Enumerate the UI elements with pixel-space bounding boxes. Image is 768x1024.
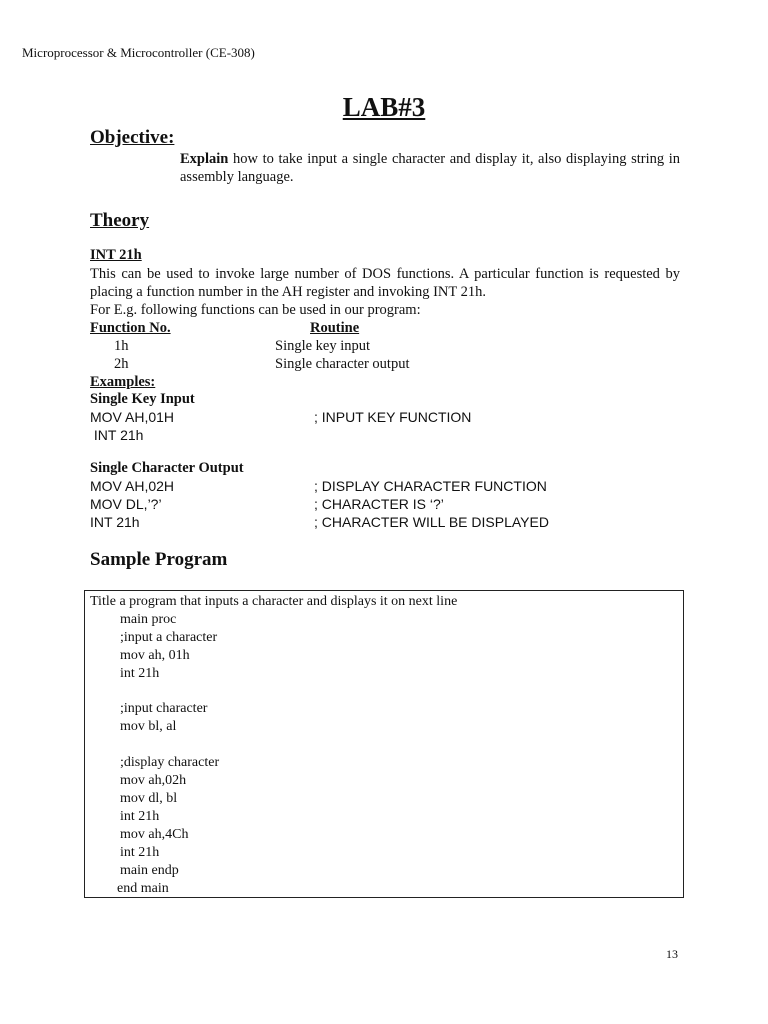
sample-program-heading: Sample Program (90, 549, 228, 570)
objective-body: how to take input a single character and display it, also displaying string in assembly language. (180, 151, 680, 185)
sco-code-1: MOV AH,02H (90, 478, 175, 494)
code-line: mov ah,4Ch (120, 827, 189, 842)
sco-comment-2: ; CHARACTER IS ‘?’ (314, 496, 444, 512)
code-title-line: Title a program that inputs a character and displays it on next line (90, 594, 458, 609)
code-line: mov dl, bl (120, 791, 178, 806)
code-line: ;input a character (120, 630, 218, 645)
code-line: main proc (120, 612, 177, 627)
function-1-routine: Single key input (275, 338, 371, 354)
sco-code-2: MOV DL,’?’ (90, 496, 162, 512)
page-header: Microprocessor & Microcontroller (CE-308) (22, 45, 255, 60)
function-2-no: 2h (114, 356, 129, 372)
single-key-input-heading: Single Key Input (90, 391, 195, 407)
code-end-line: end main (117, 881, 169, 896)
ski-code-1: MOV AH,01H (90, 409, 175, 425)
function-no-header: Function No. (90, 320, 171, 336)
theory-heading: Theory (90, 210, 150, 231)
page-number: 13 (666, 947, 678, 961)
ski-comment-1: ; INPUT KEY FUNCTION (314, 409, 472, 425)
function-2-routine: Single character output (275, 356, 410, 372)
code-line: mov ah, 01h (120, 648, 190, 663)
objective-text (180, 150, 680, 186)
theory-paragraph: This can be used to invoke large number of DOS functions. A particular function is requested by placing a function number in the AH register and invoking INT 21h. (90, 266, 680, 300)
ski-code-2: INT 21h (90, 427, 144, 443)
code-line: int 21h (120, 809, 160, 824)
code-line: ;display character (120, 755, 220, 770)
function-1-no: 1h (114, 338, 129, 354)
objective-bold-word: Explain (180, 151, 229, 167)
page-title: LAB#3 (342, 92, 426, 122)
for-eg-line: For E.g. following functions can be used in our program: (90, 302, 421, 318)
code-line: mov ah,02h (120, 773, 187, 788)
code-line: int 21h (120, 845, 160, 860)
routine-header: Routine (310, 320, 360, 336)
objective-heading: Objective: (90, 127, 175, 148)
sco-comment-3: ; CHARACTER WILL BE DISPLAYED (314, 514, 549, 530)
int21h-heading: INT 21h (90, 247, 142, 263)
single-char-output-heading: Single Character Output (90, 460, 244, 476)
code-line: int 21h (120, 666, 160, 681)
examples-heading: Examples: (90, 374, 156, 390)
code-line: mov bl, al (120, 719, 177, 734)
code-line: ;input character (120, 701, 208, 716)
sample-program-box (84, 590, 684, 898)
sco-comment-1: ; DISPLAY CHARACTER FUNCTION (314, 478, 547, 494)
sco-code-3: INT 21h (90, 514, 140, 530)
code-line: main endp (120, 863, 179, 878)
